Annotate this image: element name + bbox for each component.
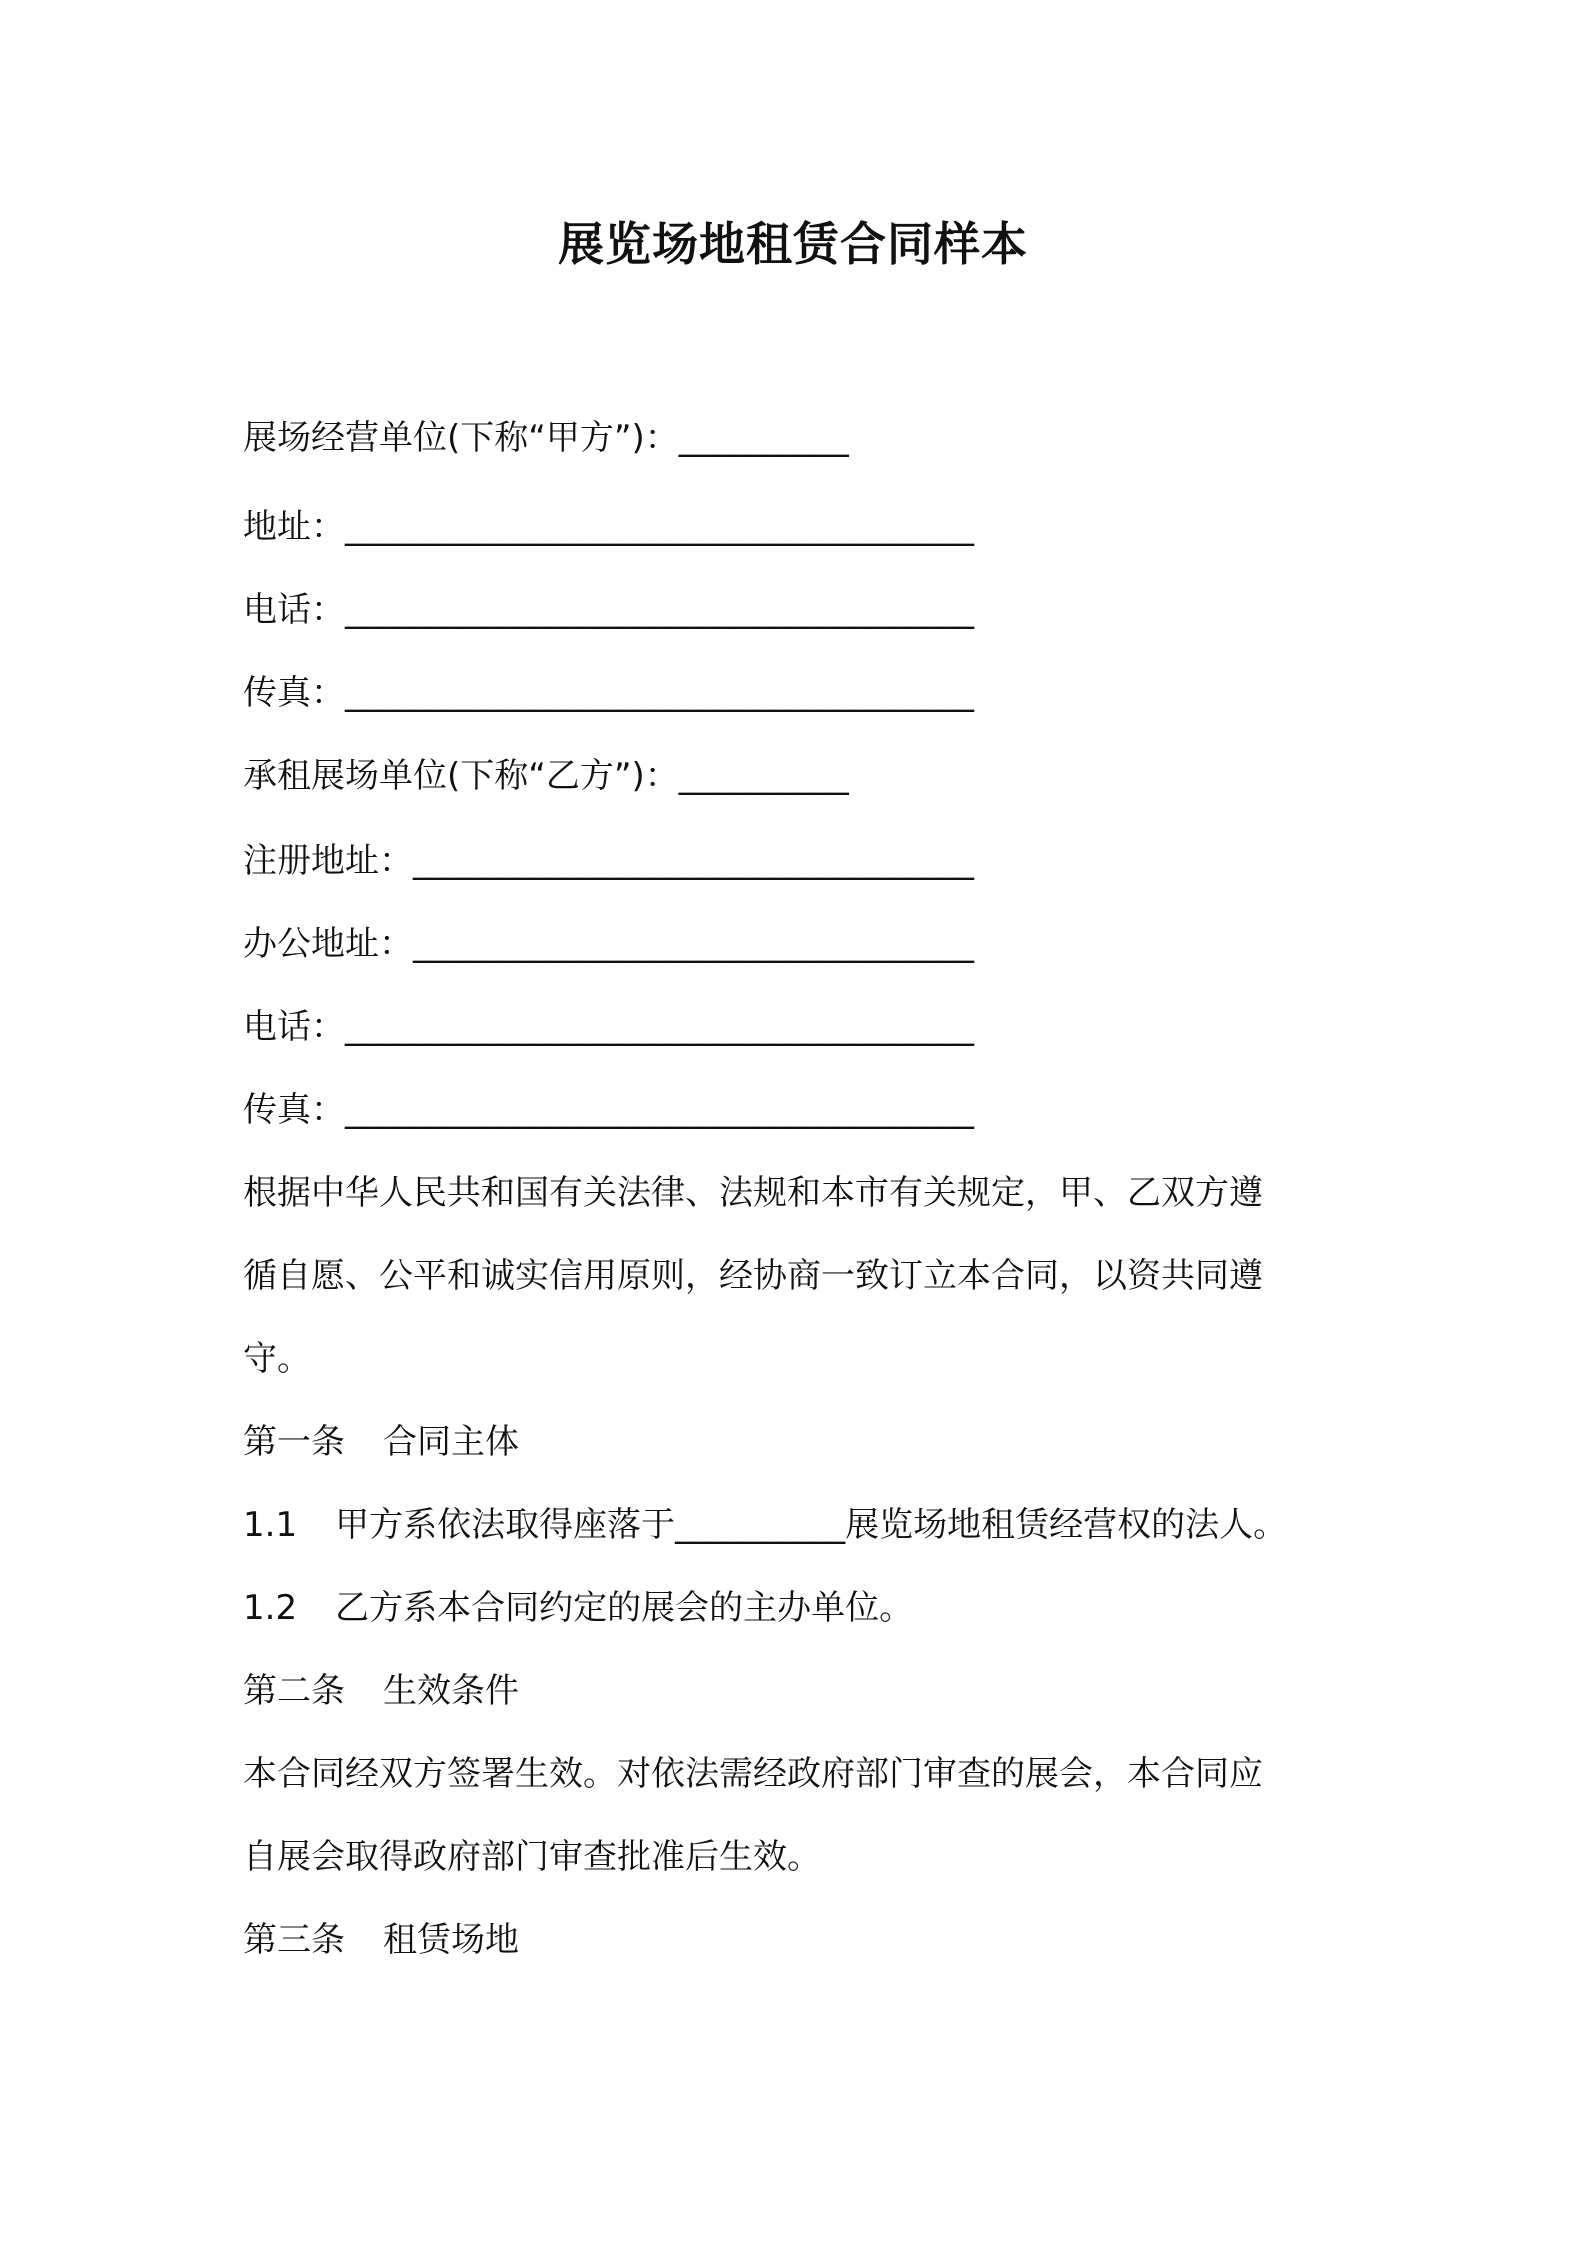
party-a-phone-line (243, 586, 974, 634)
party-b-phone-line (243, 1003, 974, 1051)
party-b-registered-address-line (243, 837, 974, 885)
article-2-line-2: 自展会取得政府部门审查批准后生效。 (243, 1837, 821, 1877)
party-b-registered-address-blank: _________________________________ (413, 841, 974, 881)
party-a-fax-line (243, 669, 974, 717)
party-b-line (243, 752, 849, 800)
article-1-number: 第一条 (243, 1422, 345, 1462)
clause-1-1 (243, 1501, 1287, 1549)
clause-1-1-text-before: 甲方系依法取得座落于 (335, 1505, 676, 1545)
party-a-phone-label: 电话： (243, 590, 345, 630)
party-a-fax-blank: _____________________________________ (345, 673, 974, 713)
party-b-phone-label: 电话： (243, 1007, 345, 1047)
article-2-number: 第二条 (243, 1671, 345, 1711)
preamble-line-1: 根据中华人民共和国有关法律、法规和本市有关规定，甲、乙双方遵 (243, 1173, 1263, 1213)
party-a-address-blank: _____________________________________ (345, 507, 974, 547)
party-b-fax-line (243, 1086, 974, 1134)
party-a-address-line (243, 503, 974, 551)
party-a-blank: __________ (678, 418, 849, 458)
party-b-fax-blank: _____________________________________ (345, 1090, 974, 1130)
party-a-phone-blank: _____________________________________ (345, 590, 974, 630)
party-a-label: 展场经营单位(下称“甲方”)： (243, 418, 679, 458)
article-3-heading (243, 1916, 519, 1964)
clause-1-1-text-after: 展览场地租赁经营权的法人。 (845, 1505, 1288, 1545)
party-a-line (243, 414, 849, 462)
preamble-line-3: 守。 (243, 1339, 311, 1379)
party-b-label: 承租展场单位(下称“乙方”)： (243, 756, 679, 796)
article-3-title: 租赁场地 (383, 1920, 519, 1960)
party-b-office-address-line (243, 920, 974, 968)
article-2-title: 生效条件 (383, 1671, 519, 1711)
party-b-phone-blank: _____________________________________ (345, 1007, 974, 1047)
party-b-fax-label: 传真： (243, 1090, 345, 1130)
clause-1-1-number: 1.1 (243, 1505, 298, 1545)
clause-1-2-number: 1.2 (243, 1588, 298, 1628)
article-2-line-1: 本合同经双方签署生效。对依法需经政府部门审查的展会，本合同应 (243, 1754, 1263, 1794)
party-a-address-label: 地址： (243, 507, 345, 547)
article-3-number: 第三条 (243, 1920, 345, 1960)
party-a-fax-label: 传真： (243, 673, 345, 713)
clause-1-2-text: 乙方系本合同约定的展会的主办单位。 (335, 1588, 914, 1628)
article-2-heading (243, 1667, 519, 1715)
clause-1-2 (243, 1584, 913, 1632)
article-1-heading (243, 1418, 519, 1466)
party-b-office-address-label: 办公地址： (243, 924, 413, 964)
party-b-registered-address-label: 注册地址： (243, 841, 413, 881)
preamble-line-2: 循自愿、公平和诚实信用原则，经协商一致订立本合同，以资共同遵 (243, 1256, 1263, 1296)
article-1-title: 合同主体 (383, 1422, 519, 1462)
clause-1-1-blank: __________ (675, 1505, 846, 1545)
party-b-blank: __________ (678, 756, 849, 796)
party-b-office-address-blank: _________________________________ (413, 924, 974, 964)
document-title: 展览场地租赁合同样本 (558, 217, 1028, 271)
